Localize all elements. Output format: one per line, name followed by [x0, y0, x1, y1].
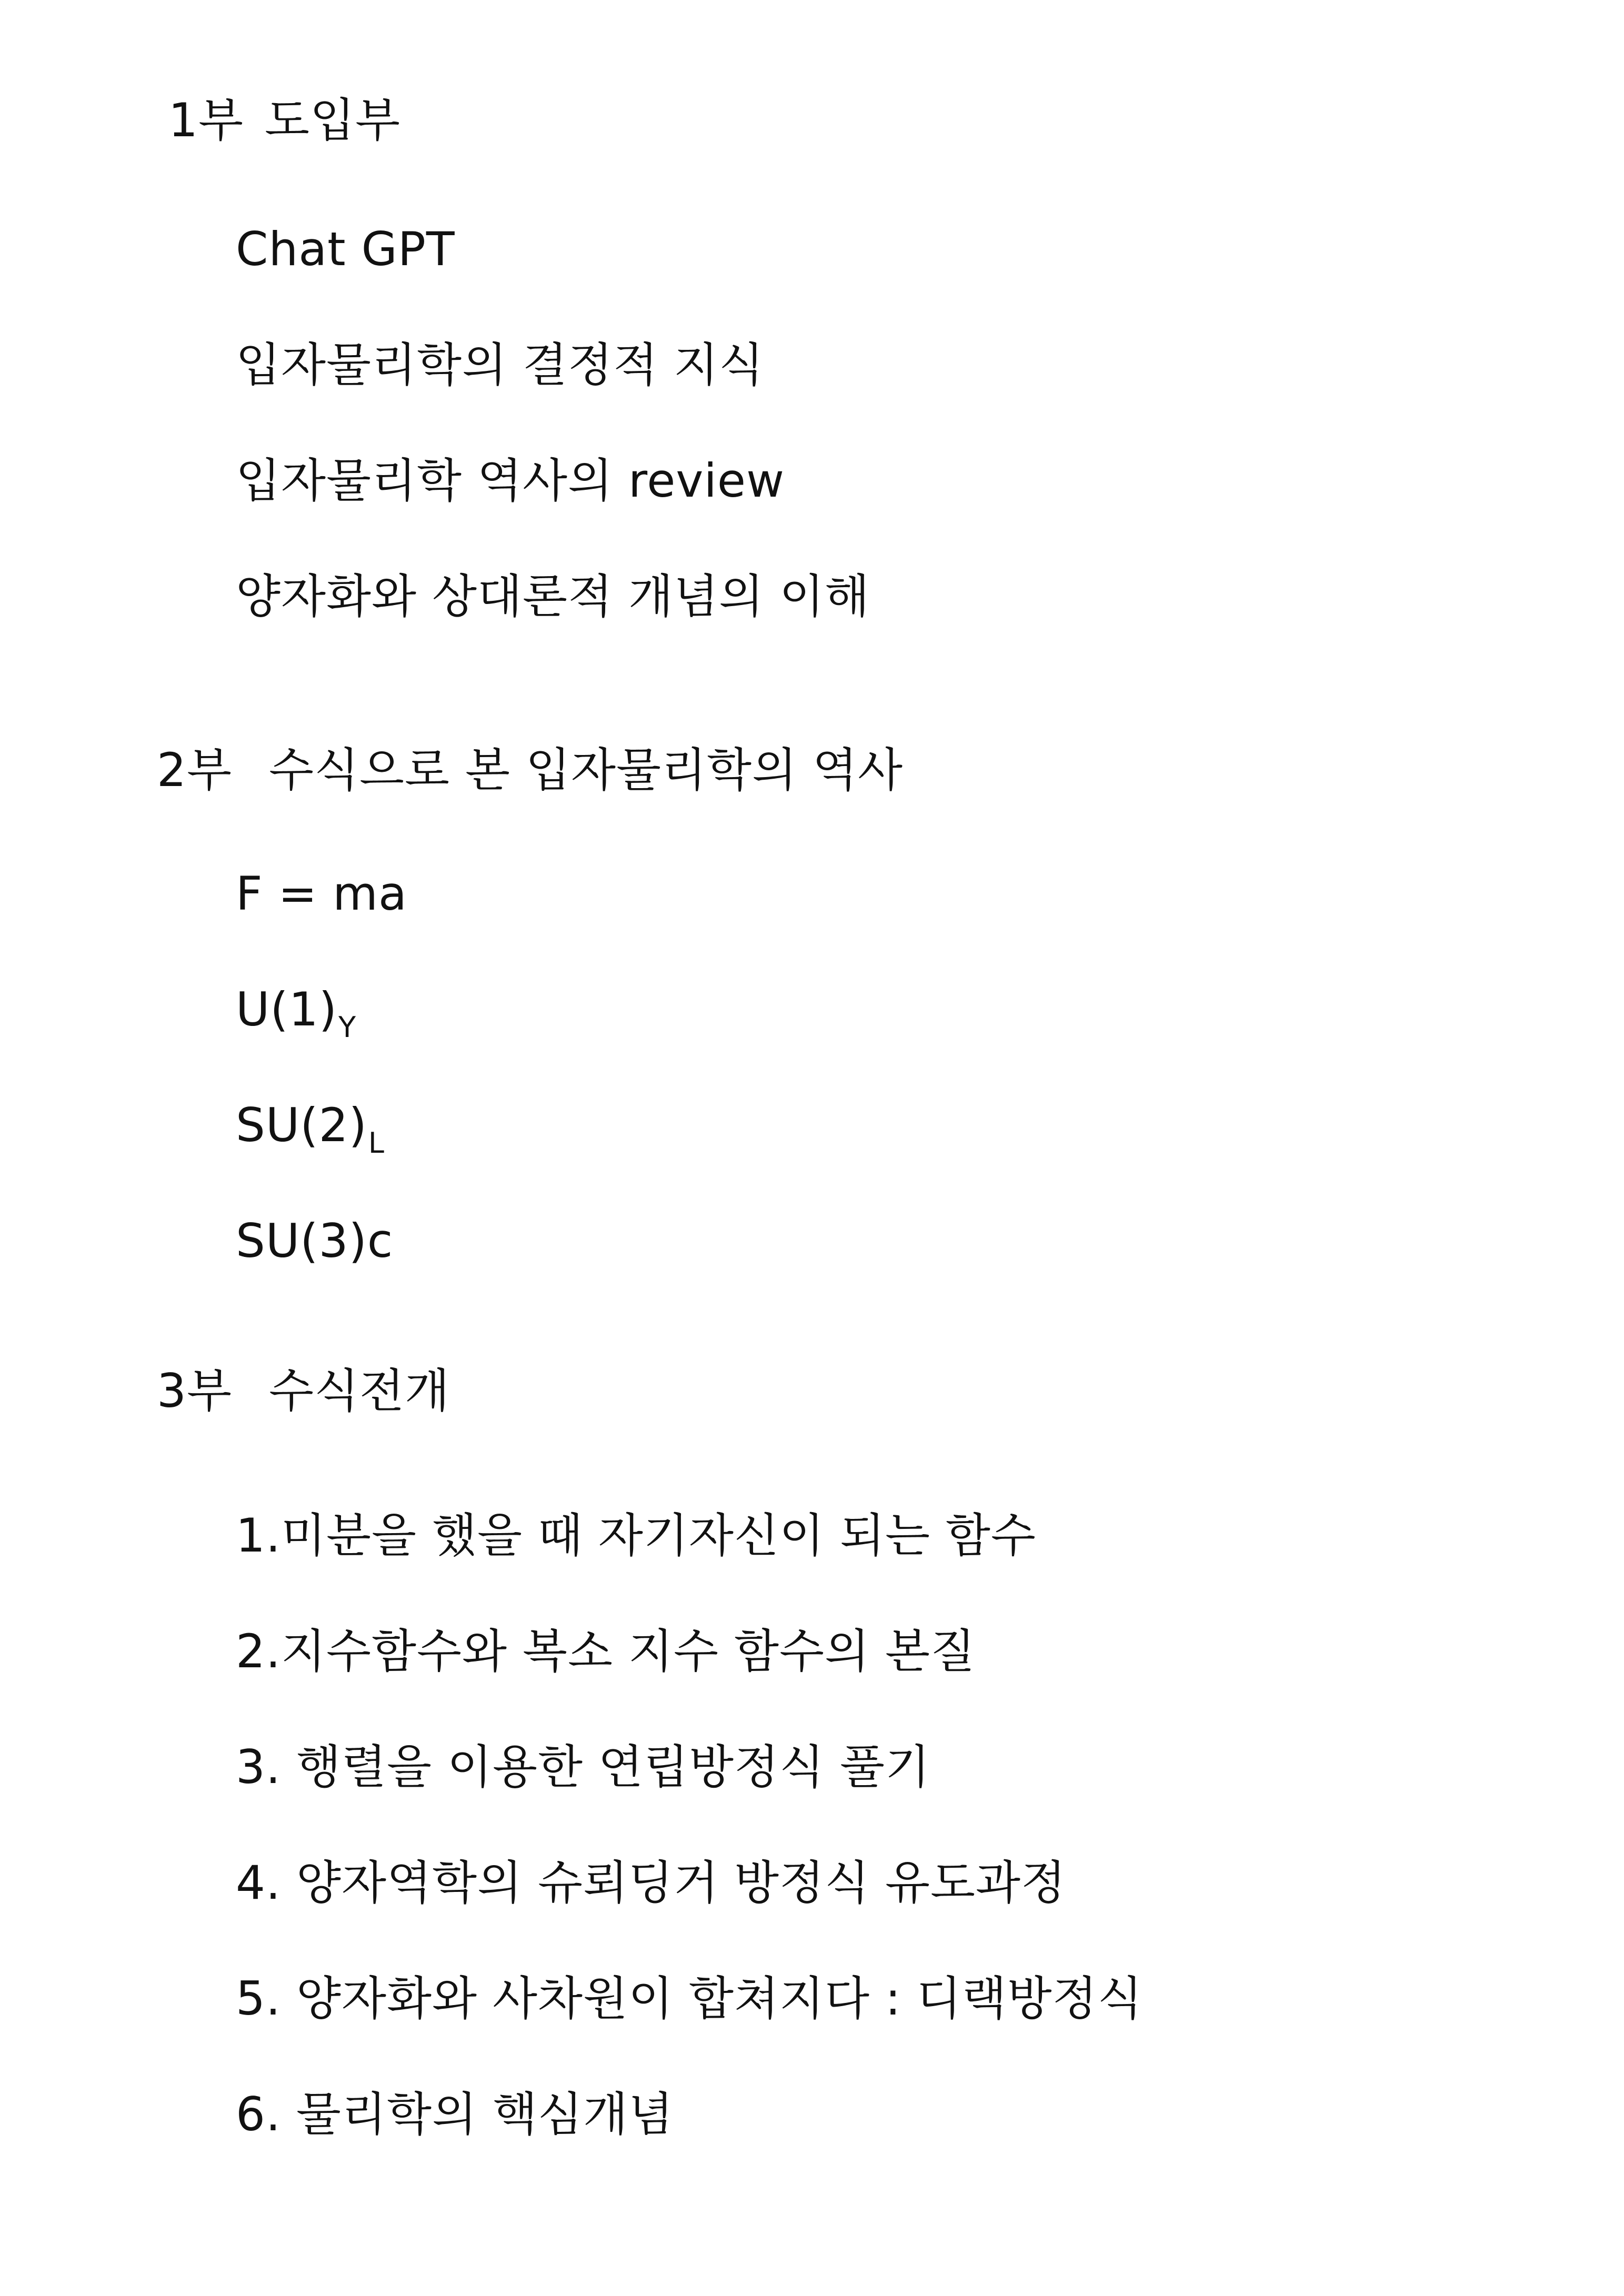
equation-text: SU(3)c [236, 1214, 394, 1268]
part-title: 도입부 [265, 93, 401, 147]
equation-item [236, 1098, 385, 1160]
list-item: 5. 양자화와 사차원이 합쳐지다 : 디랙방정식 [236, 1971, 1143, 2026]
list-item: 3. 행렬을 이용한 연립방정식 풀기 [236, 1740, 930, 1794]
list-item: Chat GPT [236, 222, 455, 276]
equation-subscript: Y [338, 1011, 357, 1044]
part-number: 3부 [157, 1364, 232, 1418]
part-2-heading [157, 743, 904, 797]
list-item: 4. 양자역학의 슈뢰딩거 방정식 유도과정 [236, 1856, 1066, 1910]
list-item: 입자물리학 역사의 review [236, 454, 785, 508]
part-3-heading [157, 1364, 450, 1418]
equation-item [236, 867, 407, 921]
equation-item [236, 982, 357, 1044]
list-item: 2.지수함수와 복소 지수 함수의 본질 [236, 1624, 976, 1678]
list-item: 6. 물리학의 핵심개념 [236, 2087, 674, 2141]
equation-text: F = ma [236, 867, 407, 921]
equation-subscript: L [368, 1126, 385, 1160]
equation-item [236, 1214, 394, 1268]
list-item: 1.미분을 했을 때 자기자신이 되는 함수 [236, 1508, 1036, 1563]
list-item: 양자화와 상대론적 개념의 이해 [236, 569, 870, 623]
part-title: 수식전개 [269, 1364, 450, 1418]
part-number: 2부 [157, 743, 232, 797]
part-1-heading [168, 93, 401, 147]
part-title: 수식으로 본 입자물리학의 역사 [269, 743, 904, 797]
list-item: 입자물리학의 결정적 지식 [236, 338, 765, 392]
part-number: 1부 [168, 93, 244, 147]
equation-text: SU(2) [236, 1098, 367, 1152]
equation-text: U(1) [236, 982, 338, 1036]
